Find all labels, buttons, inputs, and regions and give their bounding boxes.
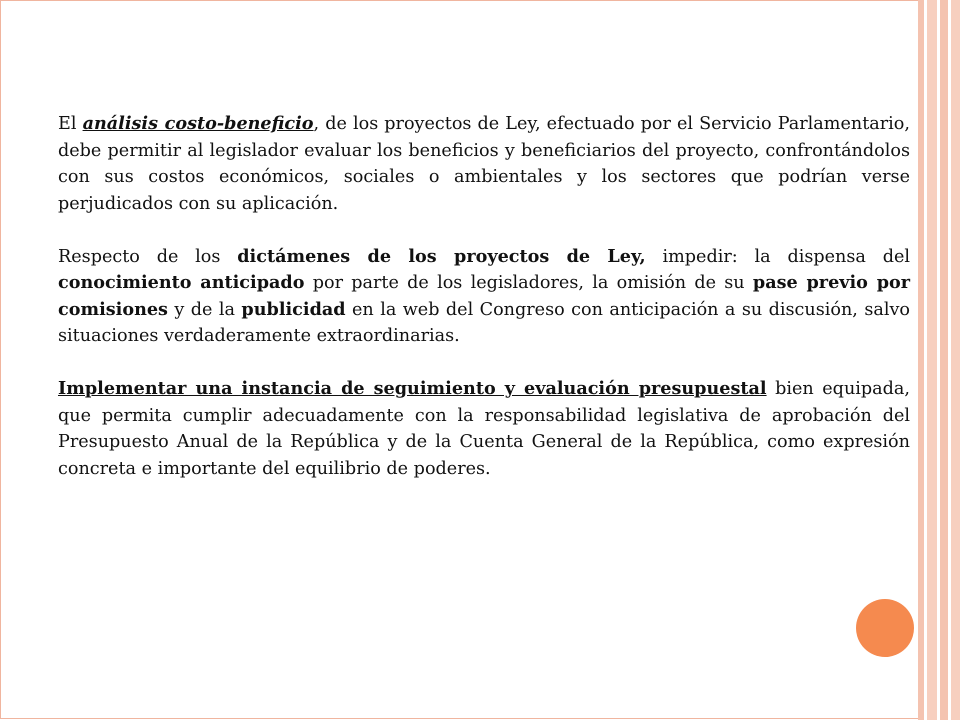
paragraph-presupuestal	[58, 376, 910, 482]
text-segment: en la web del Congreso con anticipación a su discusión, salvo situaciones verdaderamente extraordinarias.	[58, 299, 911, 346]
text-segment: y de la	[167, 299, 242, 320]
emphasis-publicidad: publicidad	[241, 298, 346, 320]
decorative-side-stripes	[918, 0, 960, 720]
text-segment: , de los proyectos de Ley, efectuado por el Servicio Parlamentario, debe permitir al legislador evaluar los beneficios y beneficiarios del proyecto, confrontándolos con sus costos económicos, sociales o ambientales y los sectores que podrían verse perjudicados con su aplicación.	[58, 114, 910, 214]
emphasis-dictamenes: dictámenes de los proyectos de Ley,	[237, 245, 646, 267]
emphasis-pase-previo: pase previo por comisiones	[58, 272, 911, 320]
orange-circle-decoration	[856, 599, 914, 657]
emphasis-cost-benefit: análisis costo-beneficio	[82, 113, 314, 134]
stripe-4	[951, 0, 960, 720]
slide-body	[58, 111, 910, 482]
text-segment: impedir: la dispensa del	[645, 246, 911, 267]
paragraph-dictamenes	[58, 244, 910, 350]
text-segment: Respecto de los	[58, 246, 238, 267]
stripe-2	[927, 0, 937, 720]
paragraph-cost-benefit	[58, 111, 910, 217]
emphasis-conocimiento: conocimiento anticipado	[58, 272, 305, 293]
text-segment: El	[58, 114, 83, 134]
stripe-3	[940, 0, 948, 720]
emphasis-implementar: Implementar una instancia de seguimiento y evaluación presupuestal	[58, 378, 767, 399]
text-segment: bien equipada, que permita cumplir adecuadamente con la responsabilidad legislativa de aprobación del Presupuesto Anual de la República y de la Cuenta General de la República, como expresión concreta e importante del equilibrio de poderes.	[58, 379, 911, 479]
text-segment: por parte de los legisladores, la omisión de su	[304, 273, 753, 293]
